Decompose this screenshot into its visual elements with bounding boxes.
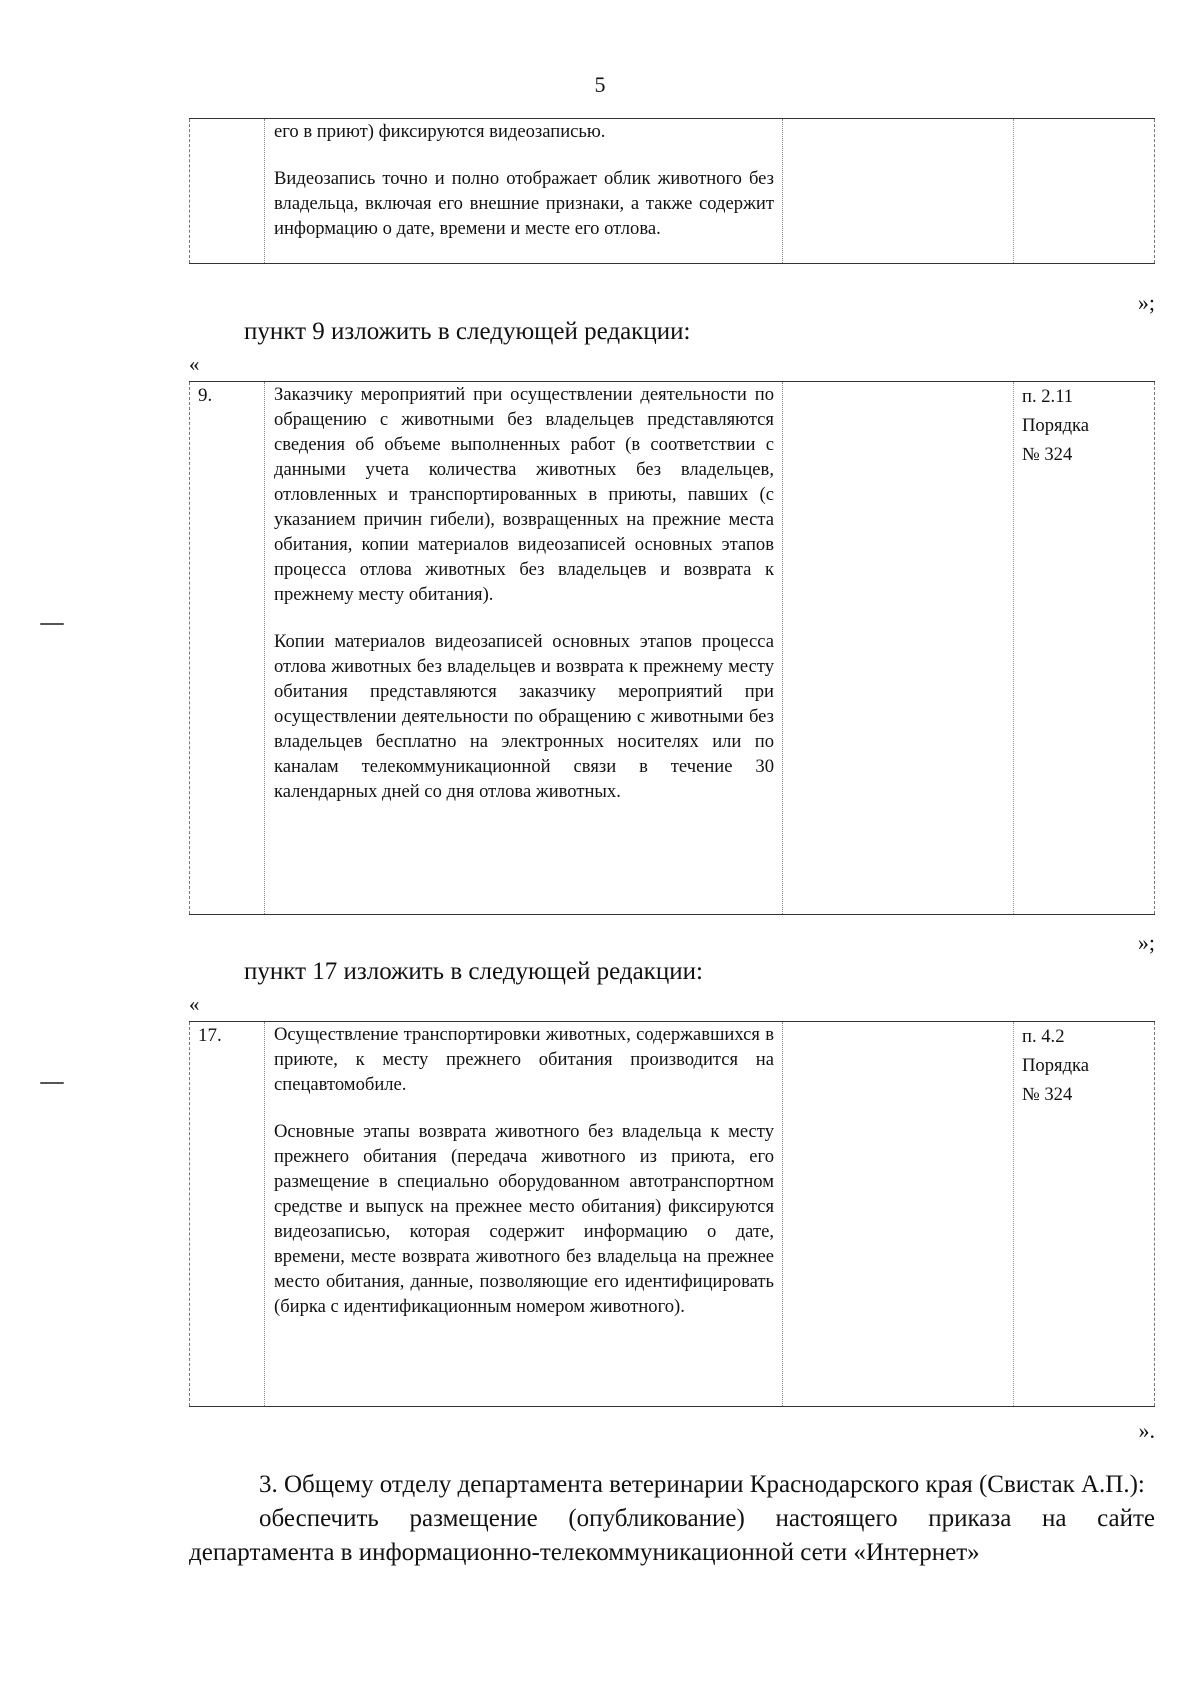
page-number: 5 bbox=[594, 72, 606, 97]
text-paragraph: Осуществление транспортировки животных, содержавшихся в приюте, к месту прежнего обитания производится на спецавтомобиле. bbox=[274, 1024, 774, 1095]
opening-quote: « bbox=[189, 352, 200, 376]
text-cell bbox=[265, 382, 783, 915]
empty-cell bbox=[783, 119, 1014, 264]
text-paragraph: его в приют) фиксируются видеозаписью. bbox=[274, 121, 606, 142]
ref-cell bbox=[1014, 382, 1155, 915]
empty-cell bbox=[783, 1022, 1014, 1407]
ref-line: Порядка bbox=[1022, 1055, 1090, 1076]
text-paragraph: Копии материалов видеозаписей основных этапов процесса отлова животных без владельцев и возврата к прежнему месту обитания представляются заказчику мероприятий при осуществлении деятельности по обращению с животными без владельцев бесплатно на электронных носителях или по каналам телекоммуникационной связи в течение 30 календарных дней со дня отлова животных. bbox=[274, 631, 774, 802]
table-item-9 bbox=[189, 381, 1155, 915]
closing-quote: »; bbox=[1137, 290, 1155, 315]
text-paragraph: Видеозапись точно и полно отображает облик животного без владельца, включая его внешние признаки, а также содержит информацию о дате, времени и месте его отлова. bbox=[274, 168, 774, 239]
table-top-fragment bbox=[189, 118, 1155, 264]
section-heading: пункт 17 изложить в следующей редакции: bbox=[244, 958, 703, 985]
opening-quote: « bbox=[189, 992, 200, 1016]
body-paragraph: 3. Общему отделу департамента ветеринарии Краснодарского края (Свистак А.П.): bbox=[259, 1471, 1145, 1498]
table-row bbox=[190, 382, 1155, 915]
number-cell bbox=[190, 119, 265, 264]
text-paragraph: Заказчику мероприятий при осуществлении деятельности по обращению с животными без владельцев представляются сведения об объеме выполненных работ (в соответствии с данными учета количества животных без владельцев, отловленных и транспортированных в приюты, павших (с указанием причин гибели), возвращенных на прежние места обитания, копии материалов видеозаписей основных этапов процесса отлова животных без владельцев и возврата к прежнему месту обитания). bbox=[274, 384, 774, 605]
item-number: 17. bbox=[190, 1022, 265, 1407]
text-cell bbox=[265, 119, 783, 264]
ref-line: № 324 bbox=[1022, 1084, 1073, 1105]
ref-cell bbox=[1014, 1022, 1155, 1407]
item-3-block bbox=[189, 1468, 1155, 1570]
section-heading: пункт 9 изложить в следующей редакции: bbox=[244, 318, 691, 345]
ref-line: № 324 bbox=[1022, 444, 1073, 465]
ref-line: Порядка bbox=[1022, 415, 1090, 436]
ref-cell bbox=[1014, 119, 1155, 264]
text-cell bbox=[265, 1022, 783, 1407]
closing-quote: »; bbox=[1137, 930, 1155, 955]
table-row bbox=[190, 119, 1155, 264]
text-paragraph: Основные этапы возврата животного без владельца к месту прежнего обитания (передача животного из приюта, его размещение в специально оборудованном автотранспортном средстве и выпуск на прежнее место обитания) фиксируются видеозаписью, которая содержит информацию о дате, времени, месте возврата животного без владельца на прежнее место обитания, данные, позволяющие его идентифицировать (бирка с идентификационным номером животного). bbox=[274, 1121, 774, 1317]
table-row bbox=[190, 1022, 1155, 1407]
closing-quote: ». bbox=[1138, 1418, 1155, 1443]
empty-cell bbox=[783, 382, 1014, 915]
body-paragraph: обеспечить размещение (опубликование) настоящего приказа на сайте департамента в информационно-телекоммуникационной сети «Интернет» bbox=[189, 1505, 1155, 1566]
scan-mark bbox=[40, 623, 64, 625]
scan-mark bbox=[40, 1082, 64, 1084]
item-number: 9. bbox=[190, 382, 265, 915]
ref-line: п. 4.2 bbox=[1022, 1026, 1065, 1047]
table-item-17 bbox=[189, 1021, 1155, 1407]
ref-line: п. 2.11 bbox=[1022, 386, 1074, 407]
